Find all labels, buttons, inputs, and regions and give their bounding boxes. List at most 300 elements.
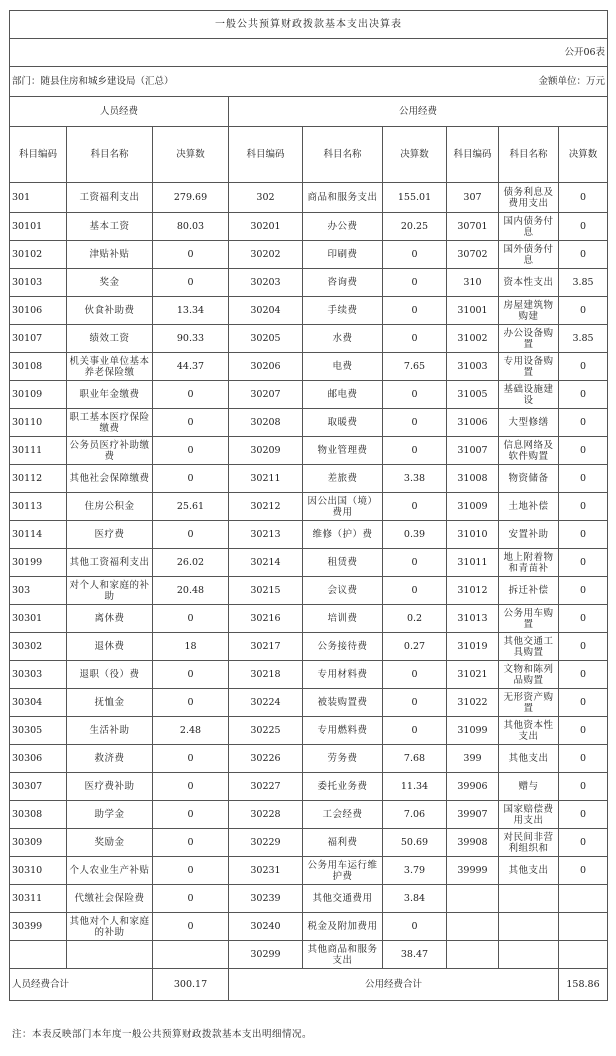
- row-amount: 0: [383, 661, 447, 689]
- row-code: 30299: [229, 941, 303, 969]
- row-amount: 26.02: [153, 549, 229, 577]
- row-item-name: 会议费: [303, 577, 383, 605]
- table-row: [10, 885, 608, 913]
- total-public-label: 公用经费合计: [229, 969, 559, 1001]
- total-personnel-label: 人员经费合计: [10, 969, 153, 1001]
- row-item-name: 培训费: [303, 605, 383, 633]
- table-row: [10, 353, 608, 381]
- row-item-name: 生活补助: [67, 717, 153, 745]
- row-code: 30306: [10, 745, 67, 773]
- row-code: 31007: [447, 437, 499, 465]
- row-code: 30227: [229, 773, 303, 801]
- row-item-name: 对民间非营利组织和: [499, 829, 559, 857]
- row-amount: 0.2: [383, 605, 447, 633]
- row-item-name: [499, 885, 559, 913]
- row-item-name: 其他交通费用: [303, 885, 383, 913]
- table-code: 公开06表: [10, 39, 608, 67]
- row-code: 30214: [229, 549, 303, 577]
- row-amount: 0: [153, 885, 229, 913]
- row-code: 30309: [10, 829, 67, 857]
- row-code: 31006: [447, 409, 499, 437]
- row-item-name: 委托业务费: [303, 773, 383, 801]
- row-amount: 18: [153, 633, 229, 661]
- row-code: 30217: [229, 633, 303, 661]
- row-code: 30305: [10, 717, 67, 745]
- row-amount: 20.48: [153, 577, 229, 605]
- column-header: 科目编码: [10, 127, 67, 183]
- row-code: 30304: [10, 689, 67, 717]
- row-amount: 7.68: [383, 745, 447, 773]
- row-code: 30302: [10, 633, 67, 661]
- row-amount: 0: [559, 521, 608, 549]
- row-code: 30228: [229, 801, 303, 829]
- row-item-name: 助学金: [67, 801, 153, 829]
- row-code: 30114: [10, 521, 67, 549]
- table-row: [10, 241, 608, 269]
- table-row: [10, 857, 608, 885]
- table-row: [10, 493, 608, 521]
- row-code: 301: [10, 183, 67, 213]
- table-row: [10, 325, 608, 353]
- row-code: 39999: [447, 857, 499, 885]
- row-amount: 0: [559, 577, 608, 605]
- row-code: 30103: [10, 269, 67, 297]
- table-row: [10, 297, 608, 325]
- row-code: 30112: [10, 465, 67, 493]
- table-row: [10, 941, 608, 969]
- row-code: [447, 885, 499, 913]
- row-code: 31011: [447, 549, 499, 577]
- row-code: 30301: [10, 605, 67, 633]
- row-item-name: 退休费: [67, 633, 153, 661]
- row-code: 39907: [447, 801, 499, 829]
- row-amount: 0: [383, 717, 447, 745]
- row-code: 30202: [229, 241, 303, 269]
- row-code: 30229: [229, 829, 303, 857]
- table-body: [10, 11, 608, 1001]
- row-amount: 0: [559, 717, 608, 745]
- row-item-name: 土地补偿: [499, 493, 559, 521]
- row-item-name: 救济费: [67, 745, 153, 773]
- row-item-name: 资本性支出: [499, 269, 559, 297]
- row-amount: 0: [559, 633, 608, 661]
- row-code: [447, 913, 499, 941]
- row-amount: 50.69: [383, 829, 447, 857]
- row-amount: 38.47: [383, 941, 447, 969]
- row-item-name: 公务员医疗补助缴费: [67, 437, 153, 465]
- row-amount: 0: [559, 465, 608, 493]
- row-code: 30216: [229, 605, 303, 633]
- row-amount: 0: [559, 213, 608, 241]
- row-amount: 0: [559, 829, 608, 857]
- row-item-name: 地上附着物和青苗补: [499, 549, 559, 577]
- row-amount: 0: [559, 689, 608, 717]
- row-amount: 0: [153, 773, 229, 801]
- row-amount: 0: [559, 857, 608, 885]
- row-amount: [559, 885, 608, 913]
- row-item-name: 劳务费: [303, 745, 383, 773]
- table-row: [10, 801, 608, 829]
- row-item-name: 手续费: [303, 297, 383, 325]
- row-amount: 0: [383, 493, 447, 521]
- row-code: [447, 941, 499, 969]
- row-code: 30207: [229, 381, 303, 409]
- row-item-name: 其他支出: [499, 857, 559, 885]
- row-amount: 0: [153, 269, 229, 297]
- row-code: 31099: [447, 717, 499, 745]
- row-item-name: 被装购置费: [303, 689, 383, 717]
- section-public: 公用经费: [229, 97, 608, 127]
- row-item-name: 债务利息及费用支出: [499, 183, 559, 213]
- row-item-name: 绩效工资: [67, 325, 153, 353]
- row-amount: 25.61: [153, 493, 229, 521]
- row-item-name: [499, 913, 559, 941]
- table-note: 注：本表反映部门本年度一般公共预算财政拨款基本支出明细情况。: [12, 1029, 313, 1040]
- row-code: 31008: [447, 465, 499, 493]
- row-code: 30308: [10, 801, 67, 829]
- row-code: 30106: [10, 297, 67, 325]
- row-item-name: 咨询费: [303, 269, 383, 297]
- row-amount: 3.79: [383, 857, 447, 885]
- row-item-name: 因公出国（境）费用: [303, 493, 383, 521]
- row-item-name: 机关事业单位基本养老保险缴: [67, 353, 153, 381]
- row-item-name: 邮电费: [303, 381, 383, 409]
- row-amount: 0: [559, 493, 608, 521]
- row-amount: 0: [559, 661, 608, 689]
- column-header: 科目名称: [303, 127, 383, 183]
- table-row: [10, 689, 608, 717]
- row-item-name: 医疗费: [67, 521, 153, 549]
- row-item-name: 印刷费: [303, 241, 383, 269]
- row-amount: 0: [153, 605, 229, 633]
- row-amount: 13.34: [153, 297, 229, 325]
- row-item-name: 住房公积金: [67, 493, 153, 521]
- row-item-name: 公务接待费: [303, 633, 383, 661]
- row-amount: 279.69: [153, 183, 229, 213]
- row-code: 399: [447, 745, 499, 773]
- row-code: 30205: [229, 325, 303, 353]
- column-header: 决算数: [383, 127, 447, 183]
- row-code: 30211: [229, 465, 303, 493]
- table-row: [10, 829, 608, 857]
- row-item-name: 福利费: [303, 829, 383, 857]
- row-code: 30702: [447, 241, 499, 269]
- unit-label: 金额单位：万元: [447, 67, 608, 97]
- row-amount: 0: [383, 325, 447, 353]
- row-code: 30206: [229, 353, 303, 381]
- row-item-name: 国家赔偿费用支出: [499, 801, 559, 829]
- row-item-name: 公务用车购置: [499, 605, 559, 633]
- row-code: 30303: [10, 661, 67, 689]
- row-amount: 0: [153, 857, 229, 885]
- row-code: 30203: [229, 269, 303, 297]
- table-row: [10, 577, 608, 605]
- row-amount: [559, 913, 608, 941]
- row-item-name: 奖金: [67, 269, 153, 297]
- row-code: 30212: [229, 493, 303, 521]
- row-item-name: 专用燃料费: [303, 717, 383, 745]
- row-item-name: 办公费: [303, 213, 383, 241]
- column-header: 科目名称: [67, 127, 153, 183]
- table-row: [10, 661, 608, 689]
- row-item-name: 抚恤金: [67, 689, 153, 717]
- row-code: 30399: [10, 913, 67, 941]
- row-item-name: 房屋建筑物购建: [499, 297, 559, 325]
- row-code: 30208: [229, 409, 303, 437]
- row-code: 31013: [447, 605, 499, 633]
- row-code: 30201: [229, 213, 303, 241]
- row-item-name: 其他资本性支出: [499, 717, 559, 745]
- row-amount: 44.37: [153, 353, 229, 381]
- row-amount: 0: [383, 549, 447, 577]
- column-header: 科目编码: [229, 127, 303, 183]
- row-amount: 0: [153, 745, 229, 773]
- row-code: 307: [447, 183, 499, 213]
- row-item-name: 专用设备购置: [499, 353, 559, 381]
- column-header: 决算数: [153, 127, 229, 183]
- row-item-name: 信息网络及软件购置: [499, 437, 559, 465]
- total-public-value: 158.86: [559, 969, 608, 1001]
- row-item-name: 其他支出: [499, 745, 559, 773]
- column-header: 决算数: [559, 127, 608, 183]
- row-amount: 0: [559, 801, 608, 829]
- table-row: [10, 409, 608, 437]
- row-amount: 0: [153, 801, 229, 829]
- total-row: [10, 969, 608, 1001]
- row-code: 39908: [447, 829, 499, 857]
- row-code: 30231: [229, 857, 303, 885]
- row-code: 302: [229, 183, 303, 213]
- row-item-name: 安置补助: [499, 521, 559, 549]
- row-code: 31001: [447, 297, 499, 325]
- row-item-name: 其他商品和服务支出: [303, 941, 383, 969]
- row-amount: 0: [383, 269, 447, 297]
- row-code: 310: [447, 269, 499, 297]
- row-item-name: 离休费: [67, 605, 153, 633]
- table-row: [10, 913, 608, 941]
- table-row: [10, 549, 608, 577]
- row-item-name: 伙食补助费: [67, 297, 153, 325]
- row-item-name: 职业年金缴费: [67, 381, 153, 409]
- row-amount: 0: [559, 437, 608, 465]
- row-item-name: 其他工资福利支出: [67, 549, 153, 577]
- row-code: 30108: [10, 353, 67, 381]
- row-amount: 0: [153, 661, 229, 689]
- row-item-name: 国内债务付息: [499, 213, 559, 241]
- row-amount: 80.03: [153, 213, 229, 241]
- row-code: 30307: [10, 773, 67, 801]
- row-code: 30224: [229, 689, 303, 717]
- expenditure-table: [9, 10, 608, 1001]
- column-header: 科目名称: [499, 127, 559, 183]
- row-code: 30111: [10, 437, 67, 465]
- row-amount: 0: [153, 829, 229, 857]
- row-code: 30226: [229, 745, 303, 773]
- table-row: [10, 213, 608, 241]
- row-code: 31009: [447, 493, 499, 521]
- row-code: 30701: [447, 213, 499, 241]
- row-amount: 0: [383, 409, 447, 437]
- row-amount: 155.01: [383, 183, 447, 213]
- row-item-name: 基本工资: [67, 213, 153, 241]
- row-amount: 0: [153, 241, 229, 269]
- row-item-name: 津贴补贴: [67, 241, 153, 269]
- row-item-name: 其他对个人和家庭的补助: [67, 913, 153, 941]
- row-code: 30310: [10, 857, 67, 885]
- row-code: 303: [10, 577, 67, 605]
- row-item-name: 差旅费: [303, 465, 383, 493]
- row-code: 30110: [10, 409, 67, 437]
- row-item-name: 公务用车运行维护费: [303, 857, 383, 885]
- row-code: 39906: [447, 773, 499, 801]
- row-amount: 0: [559, 241, 608, 269]
- row-item-name: 租赁费: [303, 549, 383, 577]
- row-amount: 0: [383, 381, 447, 409]
- row-item-name: 医疗费补助: [67, 773, 153, 801]
- row-item-name: 工会经费: [303, 801, 383, 829]
- row-code: 30218: [229, 661, 303, 689]
- row-item-name: 代缴社会保险费: [67, 885, 153, 913]
- row-amount: 0: [559, 605, 608, 633]
- row-amount: [153, 941, 229, 969]
- row-code: 31010: [447, 521, 499, 549]
- section-personnel: 人员经费: [10, 97, 229, 127]
- row-amount: 0: [153, 521, 229, 549]
- row-item-name: 文物和陈列品购置: [499, 661, 559, 689]
- row-item-name: 水费: [303, 325, 383, 353]
- table-row: [10, 437, 608, 465]
- department-label: 部门：随县住房和城乡建设局（汇总）: [10, 67, 447, 97]
- column-header-row: [10, 127, 608, 183]
- row-item-name: [499, 941, 559, 969]
- row-code: 30215: [229, 577, 303, 605]
- table-row: [10, 381, 608, 409]
- table-row: [10, 269, 608, 297]
- row-amount: 0: [383, 913, 447, 941]
- row-code: 30209: [229, 437, 303, 465]
- row-code: 31003: [447, 353, 499, 381]
- table-row: [10, 633, 608, 661]
- row-item-name: 专用材料费: [303, 661, 383, 689]
- row-item-name: 税金及附加费用: [303, 913, 383, 941]
- table-row: [10, 745, 608, 773]
- row-item-name: 对个人和家庭的补助: [67, 577, 153, 605]
- table-title: 一般公共预算财政拨款基本支出决算表: [10, 11, 608, 39]
- row-amount: 0: [559, 297, 608, 325]
- row-amount: 2.48: [153, 717, 229, 745]
- row-amount: 0: [559, 745, 608, 773]
- table-row: [10, 773, 608, 801]
- row-amount: 0: [153, 409, 229, 437]
- row-code: 30107: [10, 325, 67, 353]
- row-item-name: 赠与: [499, 773, 559, 801]
- row-amount: 0: [153, 465, 229, 493]
- row-amount: 3.85: [559, 325, 608, 353]
- row-amount: 0: [153, 437, 229, 465]
- row-amount: 3.84: [383, 885, 447, 913]
- row-item-name: 拆迁补偿: [499, 577, 559, 605]
- row-code: [10, 941, 67, 969]
- row-code: 30240: [229, 913, 303, 941]
- row-code: 31021: [447, 661, 499, 689]
- column-header: 科目编码: [447, 127, 499, 183]
- row-amount: 0: [383, 241, 447, 269]
- row-code: 31019: [447, 633, 499, 661]
- table-row: [10, 717, 608, 745]
- row-amount: 3.38: [383, 465, 447, 493]
- table-row: [10, 605, 608, 633]
- row-amount: 11.34: [383, 773, 447, 801]
- row-item-name: 个人农业生产补贴: [67, 857, 153, 885]
- row-amount: 0: [383, 577, 447, 605]
- row-amount: 20.25: [383, 213, 447, 241]
- row-item-name: 退职（役）费: [67, 661, 153, 689]
- row-amount: 3.85: [559, 269, 608, 297]
- row-item-name: 基础设施建设: [499, 381, 559, 409]
- row-amount: 0: [383, 297, 447, 325]
- row-code: 30204: [229, 297, 303, 325]
- row-amount: 0: [153, 381, 229, 409]
- row-item-name: 奖励金: [67, 829, 153, 857]
- table-row: [10, 183, 608, 213]
- row-item-name: [67, 941, 153, 969]
- row-code: 30239: [229, 885, 303, 913]
- row-amount: 0: [153, 913, 229, 941]
- row-amount: 0: [559, 381, 608, 409]
- row-amount: 0.27: [383, 633, 447, 661]
- row-amount: [559, 941, 608, 969]
- row-amount: 0: [383, 437, 447, 465]
- row-amount: 0: [559, 183, 608, 213]
- row-amount: 7.65: [383, 353, 447, 381]
- row-amount: 0: [559, 409, 608, 437]
- row-amount: 90.33: [153, 325, 229, 353]
- row-item-name: 电费: [303, 353, 383, 381]
- total-personnel-value: 300.17: [153, 969, 229, 1001]
- row-item-name: 办公设备购置: [499, 325, 559, 353]
- row-code: 30102: [10, 241, 67, 269]
- row-code: 30225: [229, 717, 303, 745]
- row-item-name: 国外债务付息: [499, 241, 559, 269]
- row-item-name: 物业管理费: [303, 437, 383, 465]
- table-row: [10, 465, 608, 493]
- row-item-name: 其他社会保障缴费: [67, 465, 153, 493]
- row-code: 31002: [447, 325, 499, 353]
- row-amount: 0: [559, 353, 608, 381]
- row-item-name: 职工基本医疗保险缴费: [67, 409, 153, 437]
- row-code: 30113: [10, 493, 67, 521]
- row-amount: 0.39: [383, 521, 447, 549]
- row-item-name: 大型修缮: [499, 409, 559, 437]
- row-code: 30101: [10, 213, 67, 241]
- row-item-name: 取暖费: [303, 409, 383, 437]
- row-amount: 0: [559, 549, 608, 577]
- row-code: 31005: [447, 381, 499, 409]
- table-row: [10, 521, 608, 549]
- row-item-name: 其他交通工具购置: [499, 633, 559, 661]
- row-code: 30109: [10, 381, 67, 409]
- row-item-name: 维修（护）费: [303, 521, 383, 549]
- row-item-name: 工资福利支出: [67, 183, 153, 213]
- row-amount: 7.06: [383, 801, 447, 829]
- row-code: 30199: [10, 549, 67, 577]
- row-item-name: 无形资产购置: [499, 689, 559, 717]
- row-amount: 0: [559, 773, 608, 801]
- row-code: 31022: [447, 689, 499, 717]
- row-code: 30311: [10, 885, 67, 913]
- row-code: 30213: [229, 521, 303, 549]
- row-amount: 0: [383, 689, 447, 717]
